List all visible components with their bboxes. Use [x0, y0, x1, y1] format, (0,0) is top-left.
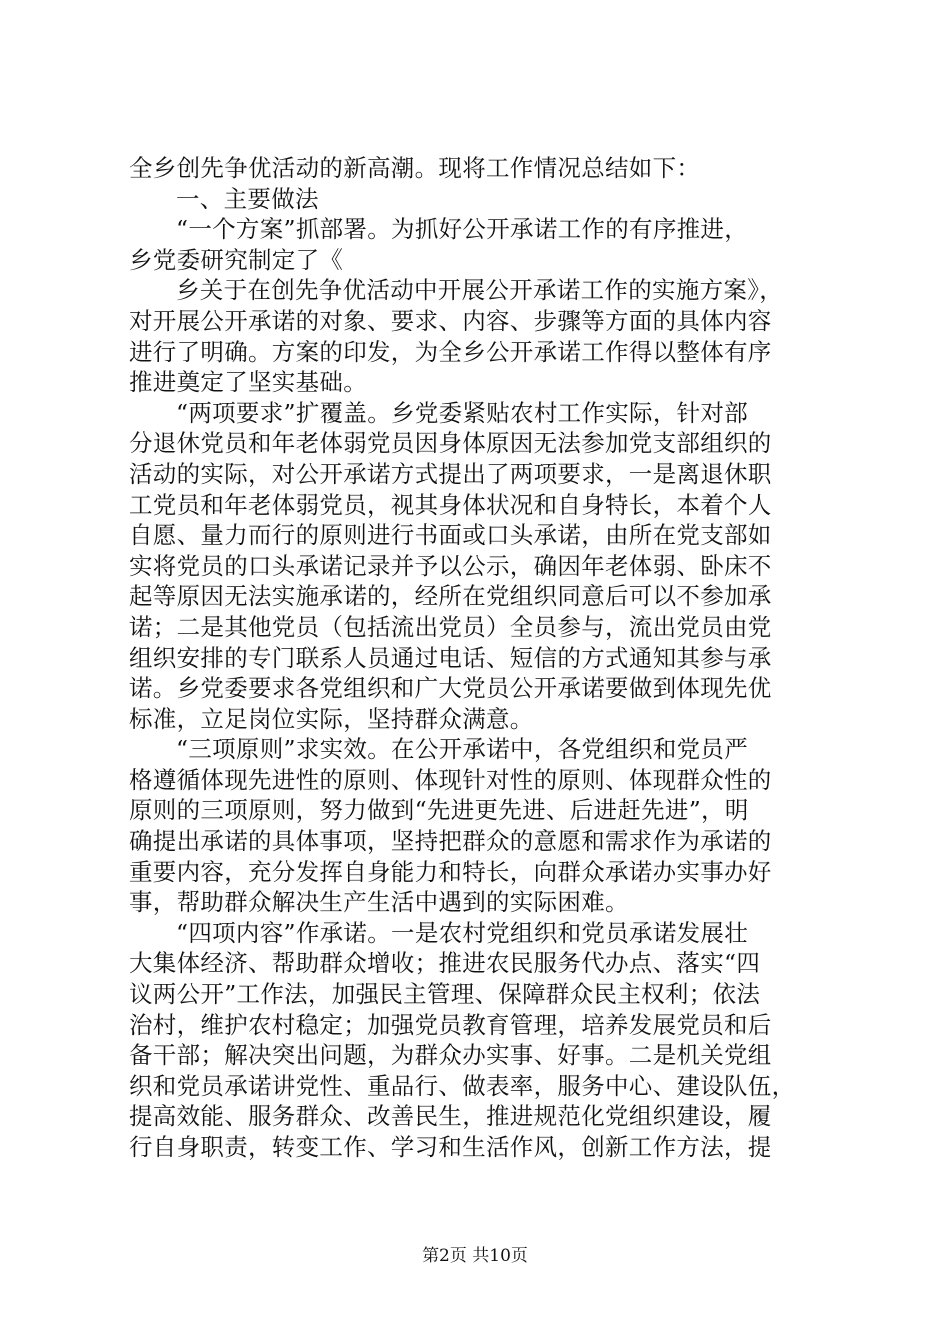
text-line: 诺。乡党委要求各党组织和广大党员公开承诺要做到体现先优	[129, 674, 772, 703]
text-line: 分退休党员和年老体弱党员因身体原因无法参加党支部组织的	[129, 429, 772, 458]
text-line: “一个方案”抓部署。为抓好公开承诺工作的有序推进，	[176, 215, 749, 244]
text-line: 一、主要做法	[176, 184, 319, 213]
text-line: “三项原则”求实效。在公开承诺中，各党组织和党员严	[176, 735, 749, 764]
text-line: 全乡创先争优活动的新高潮。现将工作情况总结如下：	[129, 154, 701, 182]
text-line: 组织安排的专门联系人员通过电话、短信的方式通知其参与承	[129, 643, 772, 672]
text-line: 事，帮助群众解决生产生活中遇到的实际困难。	[129, 888, 629, 917]
text-line: 大集体经济、帮助群众增收；推进农民服务代办点、落实“四	[129, 949, 761, 978]
text-line: 工党员和年老体弱党员，视其身体状况和自身特长，本着个人	[129, 490, 772, 519]
text-line: 格遵循体现先进性的原则、体现针对性的原则、体现群众性的	[129, 765, 772, 794]
text-line: 议两公开”工作法，加强民主管理、保障群众民主权利；依法	[129, 980, 761, 1009]
text-line: 实将党员的口头承诺记录并予以公示，确因年老体弱、卧床不	[129, 551, 772, 580]
text-line: 乡关于在创先争优活动中开展公开承诺工作的实施方案》，	[176, 276, 784, 305]
text-line: 进行了明确。方案的印发，为全乡公开承诺工作得以整体有序	[129, 337, 772, 366]
text-line: 提高效能、服务群众、改善民生，推进规范化党组织建设，履	[129, 1102, 772, 1131]
text-line: 诺；二是其他党员（包括流出党员）全员参与，流出党员由党	[129, 612, 772, 641]
text-line: 行自身职责，转变工作、学习和生活作风，创新工作方法，提	[129, 1133, 772, 1161]
text-line: 确提出承诺的具体事项，坚持把群众的意愿和需求作为承诺的	[129, 827, 772, 856]
text-line: 原则的三项原则，努力做到“先进更先进、后进赶先进”，明	[129, 796, 749, 825]
text-line: 乡党委研究制定了《	[129, 245, 344, 274]
page-footer: 第2页 共10页	[422, 1246, 528, 1266]
text-line: 推进奠定了坚实基础。	[129, 368, 367, 397]
text-line: 自愿、量力而行的原则进行书面或口头承诺，由所在党支部如	[129, 521, 772, 550]
text-line: “两项要求”扩覆盖。乡党委紧贴农村工作实际，针对部	[176, 398, 749, 427]
text-line: 重要内容，充分发挥自身能力和特长，向群众承诺办实事办好	[129, 857, 772, 886]
text-line: 标准，立足岗位实际，坚持群众满意。	[129, 704, 534, 733]
text-line: 活动的实际，对公开承诺方式提出了两项要求，一是离退休职	[129, 459, 772, 488]
text-line: 备干部；解决突出问题，为群众办实事、好事。二是机关党组	[129, 1041, 772, 1070]
text-line: 起等原因无法实施承诺的，经所在党组织同意后可以不参加承	[129, 582, 772, 611]
text-line: “四项内容”作承诺。一是农村党组织和党员承诺发展壮	[176, 918, 749, 947]
text-line: 对开展公开承诺的对象、要求、内容、步骤等方面的具体内容	[129, 306, 772, 335]
text-line: 治村，维护农村稳定；加强党员教育管理，培养发展党员和后	[129, 1010, 772, 1039]
text-line: 织和党员承诺讲党性、重品行、做表率，服务中心、建设队伍，	[129, 1071, 796, 1100]
document-body	[129, 153, 829, 1163]
